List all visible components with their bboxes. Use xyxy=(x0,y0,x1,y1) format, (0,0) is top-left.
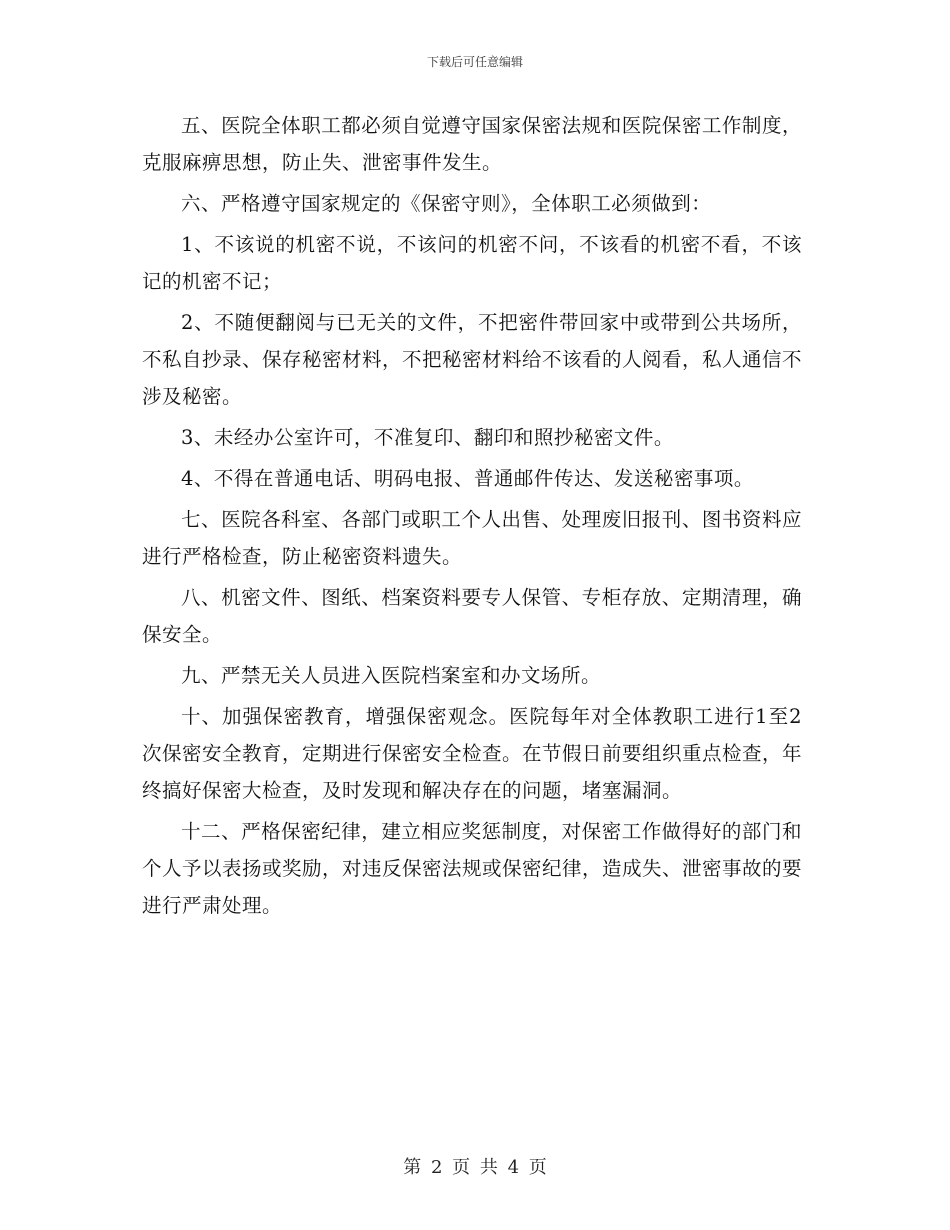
paragraph-6: 六、严格遵守国家规定的《保密守则》，全体职工必须做到： xyxy=(181,192,712,215)
paragraph-9: 九、严禁无关人员进入医院档案室和办文场所。 xyxy=(181,664,602,687)
paragraph-6-item-2: 2、不随便翻阅与已无关的文件，不把密件带回家中或带到公共场所，不私自抄录、保存秘密材料，不把秘密材料给不该看的人阅看，私人通信不涉及秘密。 xyxy=(142,311,803,408)
page-indicator: 第 2 页 共 4 页 xyxy=(403,1157,547,1178)
paragraph-7: 七、医院各科室、各部门或职工个人出售、处理废旧报刊、图书资料应进行严格检查，防止秘密资料遗失。 xyxy=(142,508,802,568)
paragraph-5: 五、医院全体职工都必须自觉遵守国家保密法规和医院保密工作制度，克服麻痹思想，防止失、泄密事件发生。 xyxy=(142,114,802,174)
document-body xyxy=(142,107,802,928)
paragraph-6-item-4: 4、不得在普通电话、明码电报、普通邮件传达、发送秘密事项。 xyxy=(181,467,754,490)
paragraph-6-item-1: 1、不该说的机密不说，不该问的机密不问，不该看的机密不看，不该记的机密不记； xyxy=(142,233,802,293)
paragraph-8: 八、机密文件、图纸、档案资料要专人保管、专柜存放、定期清理，确保安全。 xyxy=(142,586,802,646)
header-note: 下载后可任意编辑 xyxy=(426,55,523,69)
paragraph-10: 十、加强保密教育，增强保密观念。医院每年对全体教职工进行1至2次保密安全教育，定期进行保密安全检查。在节假日前要组织重点检查，年终搞好保密大检查，及时发现和解决存在的问题，堵塞漏洞。 xyxy=(142,705,803,802)
paragraph-12: 十二、严格保密纪律，建立相应奖惩制度，对保密工作做得好的部门和个人予以表扬或奖励，对违反保密法规或保密纪律，造成失、泄密事故的要进行严肃处理。 xyxy=(142,820,803,917)
paragraph-6-item-3: 3、未经办公室许可，不准复印、翻印和照抄秘密文件。 xyxy=(181,426,674,449)
